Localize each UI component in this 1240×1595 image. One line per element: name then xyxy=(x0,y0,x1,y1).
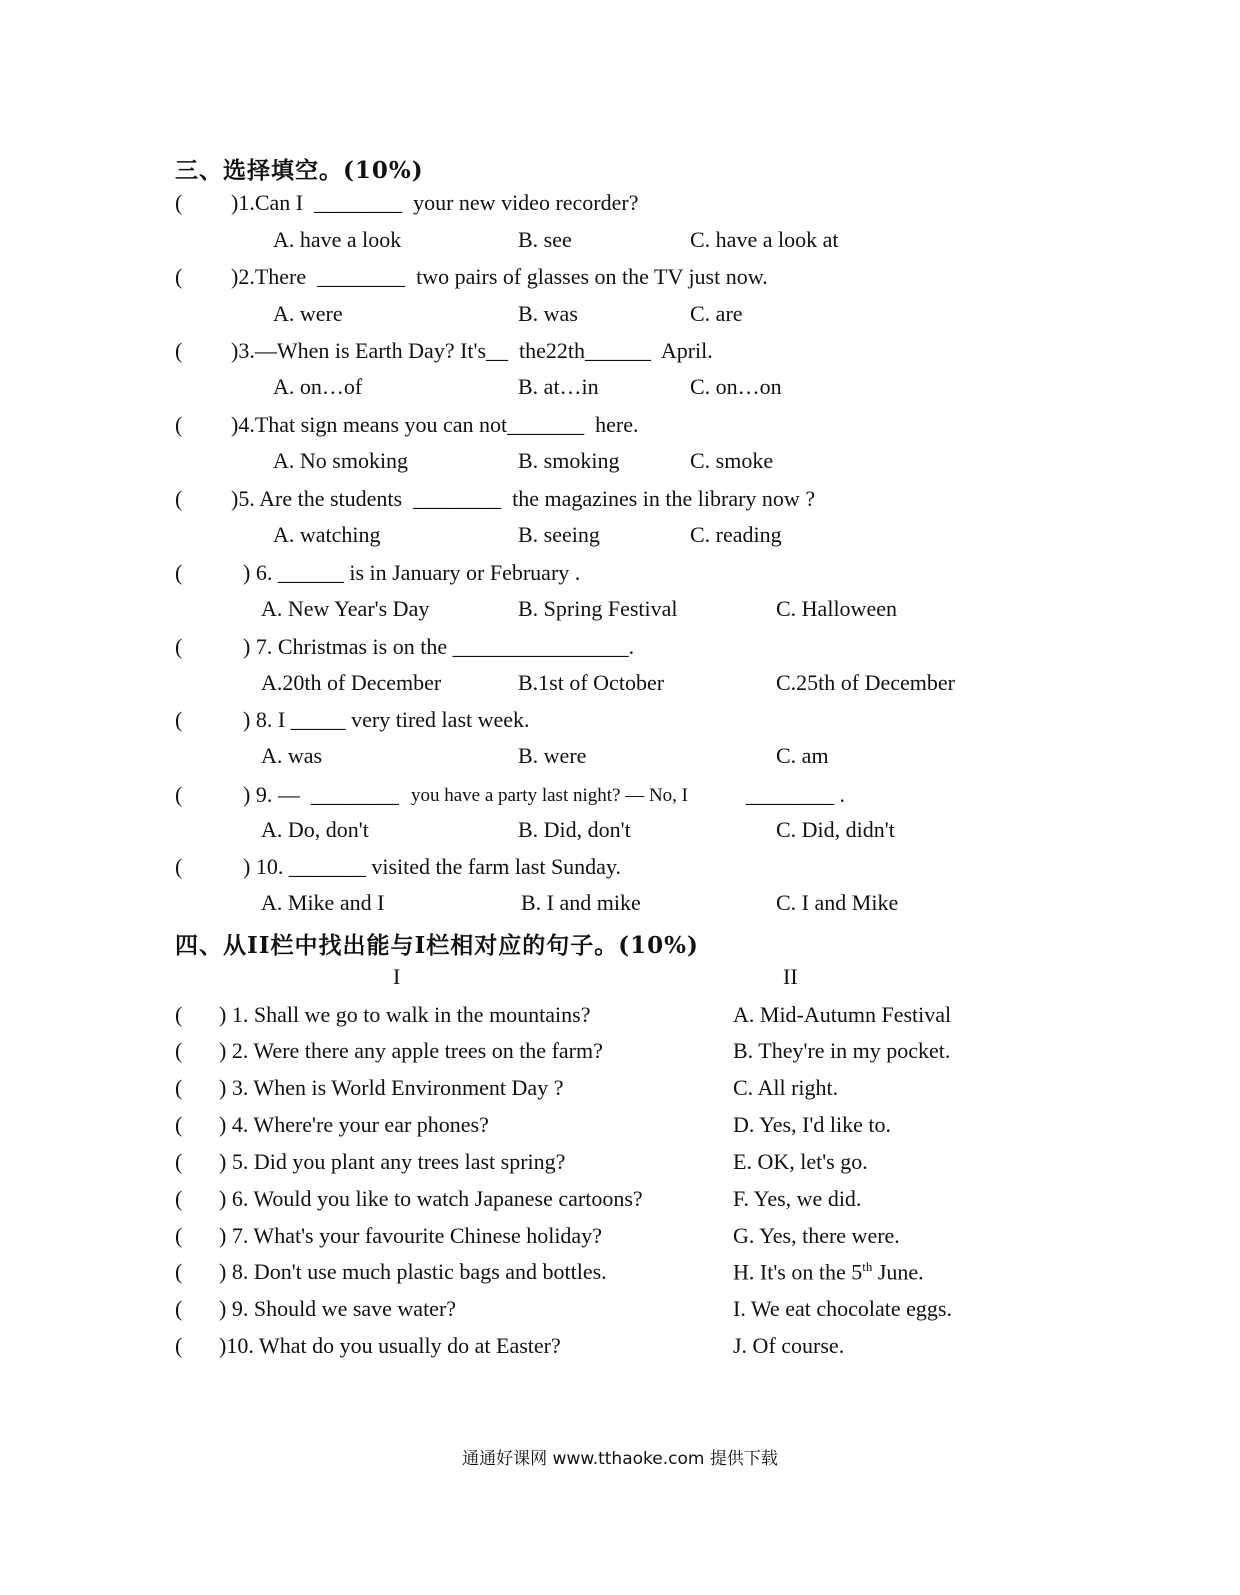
options-6 xyxy=(0,596,1240,632)
option-b: B.1st of October xyxy=(518,670,665,695)
answer-paren-open: ( xyxy=(175,1038,183,1063)
match-row-8 xyxy=(0,1259,1240,1295)
option-c: C. Did, didn't xyxy=(776,817,895,842)
options-8 xyxy=(0,743,1240,779)
option-b: B. smoking xyxy=(518,448,620,473)
answer-paren-open: ( xyxy=(175,264,183,289)
match-right: I. We eat chocolate eggs. xyxy=(733,1296,952,1321)
match-right: C. All right. xyxy=(733,1075,839,1100)
option-a: A. Do, don't xyxy=(261,817,369,842)
option-c: C.25th of December xyxy=(776,670,955,695)
option-c: C. am xyxy=(776,743,829,768)
option-a: A. watching xyxy=(273,522,381,547)
answer-paren-open: ( xyxy=(175,412,183,437)
match-left: ) 3. When is World Environment Day ? xyxy=(219,1075,564,1100)
option-a: A. New Year's Day xyxy=(261,596,430,621)
match-row-10 xyxy=(0,1333,1240,1369)
question-5 xyxy=(0,486,1240,522)
answer-paren-open: ( xyxy=(175,560,183,585)
match-left: ) 4. Where're your ear phones? xyxy=(219,1112,489,1137)
option-c: C. on…on xyxy=(690,374,782,399)
match-right: G. Yes, there were. xyxy=(733,1223,900,1248)
answer-paren-open: ( xyxy=(175,486,183,511)
match-right: H. It's on the 5th June. xyxy=(733,1259,924,1285)
options-1 xyxy=(0,227,1240,263)
question-stem: ) 7. Christmas is on the ________________. xyxy=(243,634,635,659)
answer-paren-open: ( xyxy=(175,1333,183,1358)
option-b: B. was xyxy=(518,301,578,326)
options-9 xyxy=(0,817,1240,853)
match-right: J. Of course. xyxy=(733,1333,845,1358)
match-left: ) 1. Shall we go to walk in the mountains? xyxy=(219,1002,591,1027)
match-row-2 xyxy=(0,1038,1240,1074)
options-7 xyxy=(0,670,1240,706)
answer-paren-open: ( xyxy=(175,1149,183,1174)
question-stem: )4.That sign means you can not_______ here. xyxy=(231,412,639,437)
match-left: ) 8. Don't use much plastic bags and bottles. xyxy=(219,1259,607,1284)
answer-paren-open: ( xyxy=(175,707,183,732)
match-right: B. They're in my pocket. xyxy=(733,1038,951,1063)
question-7 xyxy=(0,634,1240,670)
option-a: A. was xyxy=(261,743,323,768)
match-left: )10. What do you usually do at Easter? xyxy=(219,1333,561,1358)
answer-paren-open: ( xyxy=(175,1002,183,1027)
answer-paren-open: ( xyxy=(175,1075,183,1100)
option-a: A. on…of xyxy=(273,374,363,399)
answer-paren-open: ( xyxy=(175,854,183,879)
option-a: A. Mike and I xyxy=(261,890,385,915)
match-row-5 xyxy=(0,1149,1240,1185)
answer-paren-open: ( xyxy=(175,634,183,659)
option-b: B. seeing xyxy=(518,522,600,547)
option-c: C. Halloween xyxy=(776,596,897,621)
question-stem-mid: you have a party last night? — No, I xyxy=(411,785,689,806)
options-10 xyxy=(0,890,1240,926)
match-right: A. Mid-Autumn Festival xyxy=(733,1002,952,1027)
match-left: ) 7. What's your favourite Chinese holiday? xyxy=(219,1223,602,1248)
option-b: B. Spring Festival xyxy=(518,596,678,621)
question-9 xyxy=(0,782,1240,818)
footer-source: 通通好课网 www.tthaoke.com 提供下载 xyxy=(462,1449,778,1469)
answer-paren-open: ( xyxy=(175,1223,183,1248)
match-left: ) 6. Would you like to watch Japanese cartoons? xyxy=(219,1186,643,1211)
options-5 xyxy=(0,522,1240,558)
question-stem: ) 10. _______ visited the farm last Sunday. xyxy=(243,854,622,879)
question-8 xyxy=(0,707,1240,743)
options-2 xyxy=(0,301,1240,337)
question-10 xyxy=(0,854,1240,890)
section4-title: 四、从II栏中找出能与I栏相对应的句子。(10%) xyxy=(175,932,699,959)
question-2 xyxy=(0,264,1240,300)
match-row-6 xyxy=(0,1186,1240,1222)
match-row-9 xyxy=(0,1296,1240,1332)
options-3 xyxy=(0,374,1240,410)
match-right: F. Yes, we did. xyxy=(733,1186,862,1211)
match-right: E. OK, let's go. xyxy=(733,1149,868,1174)
question-stem: ) 6. ______ is in January or February . xyxy=(243,560,581,585)
question-stem: ) 8. I _____ very tired last week. xyxy=(243,707,530,732)
option-a: A. have a look xyxy=(273,227,402,252)
options-4 xyxy=(0,448,1240,484)
option-a: A. were xyxy=(273,301,343,326)
option-b: B. I and mike xyxy=(521,890,641,915)
match-row-3 xyxy=(0,1075,1240,1111)
question-stem: ) 9. — ________ xyxy=(243,782,399,807)
option-c: C. reading xyxy=(690,522,782,547)
match-left: ) 5. Did you plant any trees last spring? xyxy=(219,1149,566,1174)
question-stem: )1.Can I ________ your new video recorder? xyxy=(231,190,639,215)
question-3 xyxy=(0,338,1240,374)
option-a: A.20th of December xyxy=(261,670,442,695)
match-row-4 xyxy=(0,1112,1240,1148)
match-left: ) 9. Should we save water? xyxy=(219,1296,457,1321)
question-6 xyxy=(0,560,1240,596)
answer-paren-open: ( xyxy=(175,190,183,215)
option-b: B. see xyxy=(518,227,572,252)
question-stem: )2.There ________ two pairs of glasses on the TV just now. xyxy=(231,264,768,289)
section3-title: 三、选择填空。(10%) xyxy=(175,157,424,184)
answer-paren-open: ( xyxy=(175,782,183,807)
answer-paren-open: ( xyxy=(175,1259,183,1284)
option-b: B. were xyxy=(518,743,587,768)
answer-paren-open: ( xyxy=(175,1296,183,1321)
question-stem-end: ________ . xyxy=(746,782,845,807)
match-row-7 xyxy=(0,1223,1240,1259)
match-right: D. Yes, I'd like to. xyxy=(733,1112,891,1137)
question-4 xyxy=(0,412,1240,448)
question-1 xyxy=(0,190,1240,226)
option-c: C. have a look at xyxy=(690,227,839,252)
answer-paren-open: ( xyxy=(175,1112,183,1137)
match-row-1 xyxy=(0,1002,1240,1038)
option-c: C. I and Mike xyxy=(776,890,899,915)
column-i-header: I xyxy=(393,964,401,989)
answer-paren-open: ( xyxy=(175,1186,183,1211)
match-left: ) 2. Were there any apple trees on the farm? xyxy=(219,1038,603,1063)
question-stem: )5. Are the students ________ the magazines in the library now ? xyxy=(231,486,816,511)
answer-paren-open: ( xyxy=(175,338,183,363)
option-a: A. No smoking xyxy=(273,448,409,473)
option-b: B. at…in xyxy=(518,374,599,399)
option-c: C. smoke xyxy=(690,448,774,473)
option-c: C. are xyxy=(690,301,743,326)
question-stem: )3.—When is Earth Day? It's__ the22th______ April. xyxy=(231,338,713,363)
option-b: B. Did, don't xyxy=(518,817,631,842)
column-ii-header: II xyxy=(783,964,798,989)
